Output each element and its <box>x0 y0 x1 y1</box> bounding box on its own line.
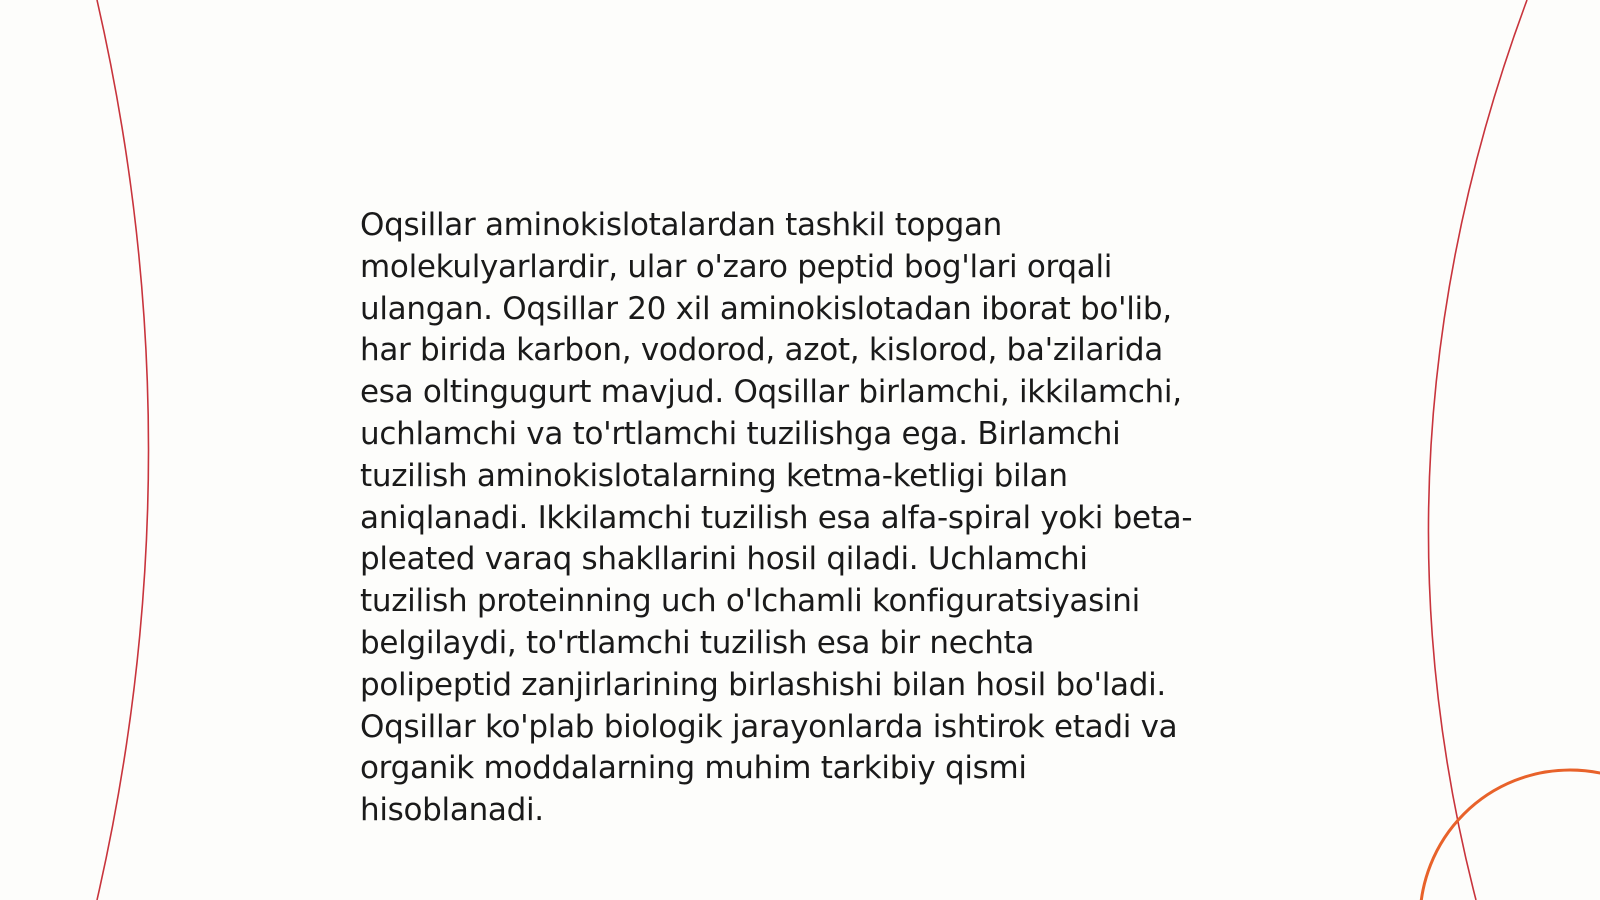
body-line: organik moddalarning muhim tarkibiy qismi <box>360 750 1027 787</box>
body-line: polipeptid zanjirlarining birlashishi bilan hosil bo'ladi. <box>360 666 1166 703</box>
right-arc-decoration <box>1428 0 1527 900</box>
body-line: molekulyarlardir, ular o'zaro peptid bog'lari orqali <box>360 248 1113 285</box>
left-arc-decoration <box>97 0 149 900</box>
body-line: esa oltingugurt mavjud. Oqsillar birlamchi, ikkilamchi, <box>360 374 1182 411</box>
body-paragraph <box>360 205 1265 832</box>
body-line: tuzilish proteinning uch o'lchamli konfiguratsiyasini <box>360 583 1140 620</box>
body-line: hisoblanadi. <box>360 792 544 829</box>
corner-circle-decoration <box>1420 770 1600 900</box>
body-line: Oqsillar aminokislotalardan tashkil topgan <box>360 207 1003 243</box>
body-line: pleated varaq shakllarini hosil qiladi. Uchlamchi <box>360 541 1088 578</box>
body-line: har birida karbon, vodorod, azot, kislorod, ba'zilarida <box>360 332 1163 369</box>
body-line: tuzilish aminokislotalarning ketma-ketligi bilan <box>360 457 1068 494</box>
body-line: ulangan. Oqsillar 20 xil aminokislotadan iborat bo'lib, <box>360 290 1172 327</box>
body-line: uchlamchi va to'rtlamchi tuzilishga ega. Birlamchi <box>360 415 1121 452</box>
body-line: Oqsillar ko'plab biologik jarayonlarda ishtirok etadi va <box>360 708 1178 745</box>
body-line: aniqlanadi. Ikkilamchi tuzilish esa alfa-spiral yoki beta- <box>360 499 1193 536</box>
body-line: belgilaydi, to'rtlamchi tuzilish esa bir nechta <box>360 624 1035 661</box>
